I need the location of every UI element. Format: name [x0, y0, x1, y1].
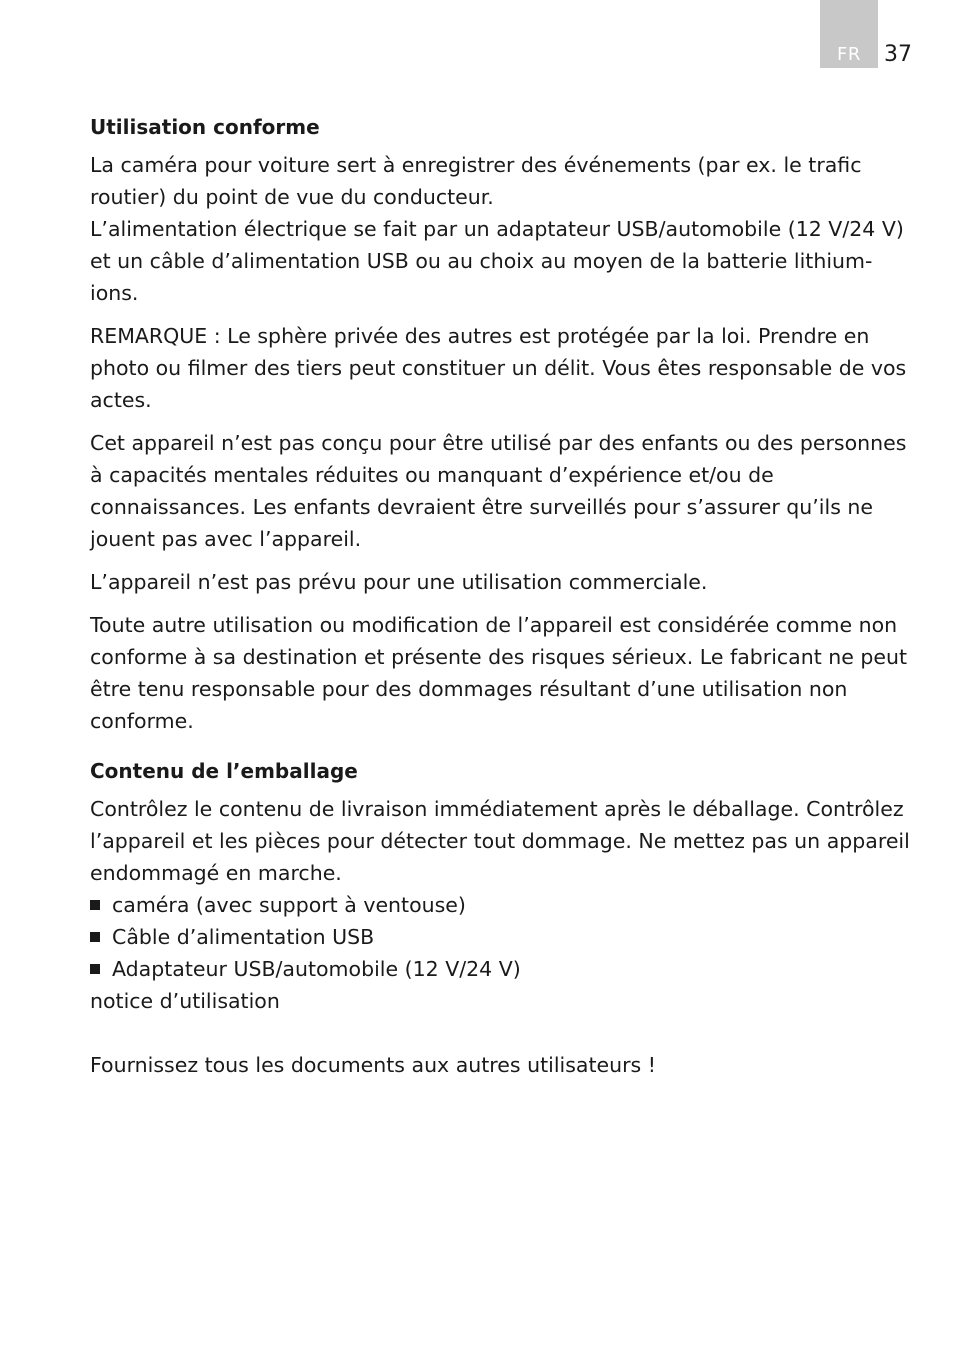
other-use-paragraph: Toute autre utilisation ou modification de l’appareil est considérée comme non conforme à sa destination et présente des risques sérieux. Le fabricant ne peut être tenu responsable pour des dommages résultant d’une utilisation non conforme.	[90, 613, 908, 733]
package-intro-paragraph: Contrôlez le contenu de livraison immédiatement après le déballage. Contrôlez l’appareil et les pièces pour détecter tout dommage. Ne mettez pas un appareil endommagé en marche.	[90, 797, 910, 885]
footer-note: Fournissez tous les documents aux autres utilisateurs !	[90, 1053, 656, 1077]
children-warning-paragraph: Cet appareil n’est pas conçu pour être utilisé par des enfants ou des personnes à capacités mentales réduites ou manquant d’expérience et/ou de connaissances. Les enfants devraient être surveillés pour s’assurer qu’ils ne jouent pas avec l’appareil.	[90, 431, 907, 551]
list-item	[90, 921, 910, 953]
manual-line: notice d’utilisation	[90, 989, 280, 1013]
page-number: 37	[884, 42, 912, 67]
section-package-contents	[90, 758, 910, 1081]
section-title-intended-use: Utilisation conforme	[90, 115, 320, 139]
intro-paragraph-1: La caméra pour voiture sert à enregistrer des événements (par ex. le trafic routier) du point de vue du conducteur.	[90, 153, 862, 209]
list-item	[90, 953, 910, 985]
spacer	[90, 1017, 910, 1049]
page-content	[90, 114, 910, 1081]
commercial-use-paragraph: L’appareil n’est pas prévu pour une utilisation commerciale.	[90, 570, 708, 594]
language-tab	[820, 0, 878, 68]
list-item-label: Adaptateur USB/automobile (12 V/24 V)	[112, 957, 521, 981]
list-item-label: Câble d’alimentation USB	[112, 925, 375, 949]
language-label: FR	[837, 44, 861, 65]
list-item	[90, 889, 910, 921]
square-bullet-icon	[90, 932, 100, 942]
section-title-package-contents: Contenu de l’emballage	[90, 759, 358, 783]
square-bullet-icon	[90, 964, 100, 974]
remark-paragraph: REMARQUE : Le sphère privée des autres est protégée par la loi. Prendre en photo ou filmer des tiers peut constituer un délit. Vous êtes responsable de vos actes.	[90, 324, 907, 412]
square-bullet-icon	[90, 900, 100, 910]
package-items-list	[90, 889, 910, 985]
intro-paragraph-2: L’alimentation électrique se fait par un adaptateur USB/automobile (12 V/24 V) et un câble d’alimentation USB ou au choix au moyen de la batterie lithium-ions.	[90, 217, 904, 305]
section-intended-use	[90, 114, 910, 737]
list-item-label: caméra (avec support à ventouse)	[112, 893, 466, 917]
